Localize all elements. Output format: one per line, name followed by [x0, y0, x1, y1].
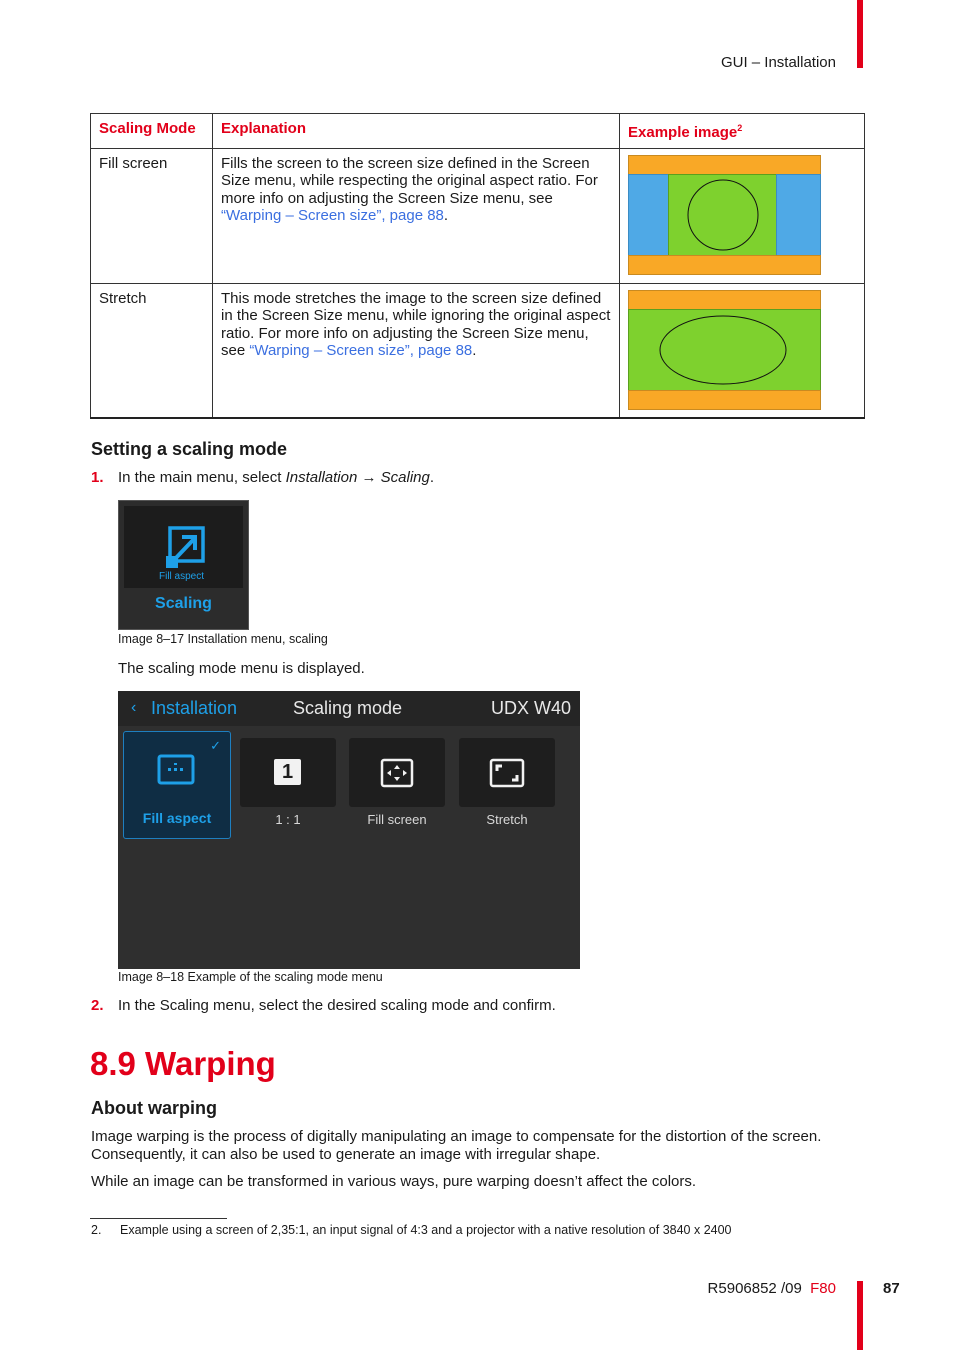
option-fill-screen[interactable] — [349, 738, 445, 807]
footer-product: F80 — [810, 1280, 836, 1297]
warping-screen-size-link[interactable]: “Warping – Screen size”, page 88 — [221, 207, 444, 225]
tile-sub-label: Fill aspect — [159, 571, 205, 582]
col-header-example: Example image$^2$ — [620, 114, 865, 149]
option-stretch[interactable] — [459, 738, 555, 807]
mode-cell: Stretch — [91, 283, 213, 418]
footnote-text: Example using a screen of 2,35:1, an input signal of 4:3 and a projector with a native resolution of 3840 x 2400 — [120, 1223, 732, 1237]
footnote-number: 2. — [91, 1223, 102, 1237]
menu-header — [118, 691, 580, 726]
bottom-bar — [629, 390, 821, 409]
step-number: 1. — [91, 469, 104, 486]
scaling-mode-menu-screenshot — [118, 691, 580, 969]
right-side — [777, 174, 821, 255]
stretch-label: Stretch — [486, 812, 528, 827]
mode-cell: Fill screen — [91, 148, 213, 283]
option-fill-aspect[interactable] — [123, 731, 231, 839]
image-caption: Image 8–17 Installation menu, scaling — [118, 632, 328, 646]
warping-paragraph: Image warping is the process of digitally manipulating an image to compensate for the distortion of the screen. Consequently, it can also be used to generate an image with irregular shape. — [91, 1128, 822, 1163]
bottom-bar — [629, 255, 821, 274]
warping-paragraph: While an image can be transformed in various ways, pure warping doesn’t affect the colors. — [91, 1173, 697, 1190]
footnote-ref[interactable]: 2 — [737, 123, 743, 133]
fill-screen-example-image — [628, 155, 821, 276]
stretch-icon — [489, 758, 525, 788]
scaling-mode-table — [90, 113, 865, 419]
scaling-icon — [160, 520, 220, 576]
one-to-one-icon: 1 — [274, 759, 301, 785]
device-name: UDX W40 — [491, 698, 572, 718]
fill-aspect-label: Fill aspect — [142, 810, 212, 826]
example-cell — [620, 148, 865, 283]
bottom-red-bar — [857, 1281, 863, 1350]
screen-area — [669, 174, 777, 255]
footer-doc-number: R5906852 /09 F80 — [707, 1280, 836, 1297]
step-number: 2. — [91, 997, 104, 1014]
explanation-cell: Fills the screen to the screen size defined in the Screen Size menu, while respecting the original aspect ratio. For more info on adjusting the Screen Size menu, see “Warping – Screen size”, page 88. — [213, 148, 620, 283]
top-bar — [629, 155, 821, 174]
example-cell — [620, 283, 865, 418]
scaling-tile-screenshot — [118, 500, 249, 630]
table-row — [91, 283, 865, 418]
fill-screen-icon — [380, 758, 414, 788]
setting-scaling-mode-heading: Setting a scaling mode — [91, 439, 288, 459]
fill-aspect-icon — [157, 753, 197, 787]
fill-screen-label: Fill screen — [367, 812, 427, 827]
step-1-text: In the main menu, select Installation → Scaling. — [118, 469, 435, 486]
option-one-to-one[interactable] — [240, 738, 336, 807]
explanation-cell: This mode stretches the image to the screen size defined in the Screen Size menu, while ignoring the original aspect ratio. For more info on adjusting the Screen Size menu, see “Warping – Screen size”, page 88. — [213, 283, 620, 418]
image-caption: Image 8–18 Example of the scaling mode menu — [118, 970, 383, 984]
back-chevron-icon[interactable]: ‹ — [131, 699, 137, 716]
stretch-example-image — [628, 290, 821, 411]
menu-title: Scaling mode — [293, 698, 403, 718]
about-warping-heading: About warping — [91, 1098, 217, 1118]
menu-displayed-text: The scaling mode menu is displayed. — [118, 660, 365, 677]
warping-screen-size-link[interactable]: “Warping – Screen size”, page 88 — [249, 342, 473, 360]
page-number: 87 — [883, 1280, 900, 1297]
tile-label[interactable]: Scaling — [155, 595, 212, 612]
table-row — [91, 148, 865, 283]
tile-icon-area — [124, 506, 243, 588]
screen-area — [629, 309, 821, 390]
section-heading-warping: 8.9 Warping — [90, 1045, 276, 1082]
col-header-explanation: Explanation — [213, 114, 620, 149]
step-2-text: In the Scaling menu, select the desired scaling mode and confirm. — [118, 997, 556, 1014]
back-button[interactable]: Installation — [151, 698, 238, 718]
col-header-mode: Scaling Mode — [91, 114, 213, 149]
footnote-divider — [90, 1218, 227, 1219]
running-header: GUI – Installation — [720, 54, 836, 71]
top-bar — [629, 290, 821, 309]
table-header-row — [91, 114, 865, 149]
check-icon: ✓ — [210, 738, 221, 753]
one-to-one-label: 1 : 1 — [275, 812, 301, 827]
top-red-bar — [857, 0, 863, 68]
left-side — [629, 174, 669, 255]
